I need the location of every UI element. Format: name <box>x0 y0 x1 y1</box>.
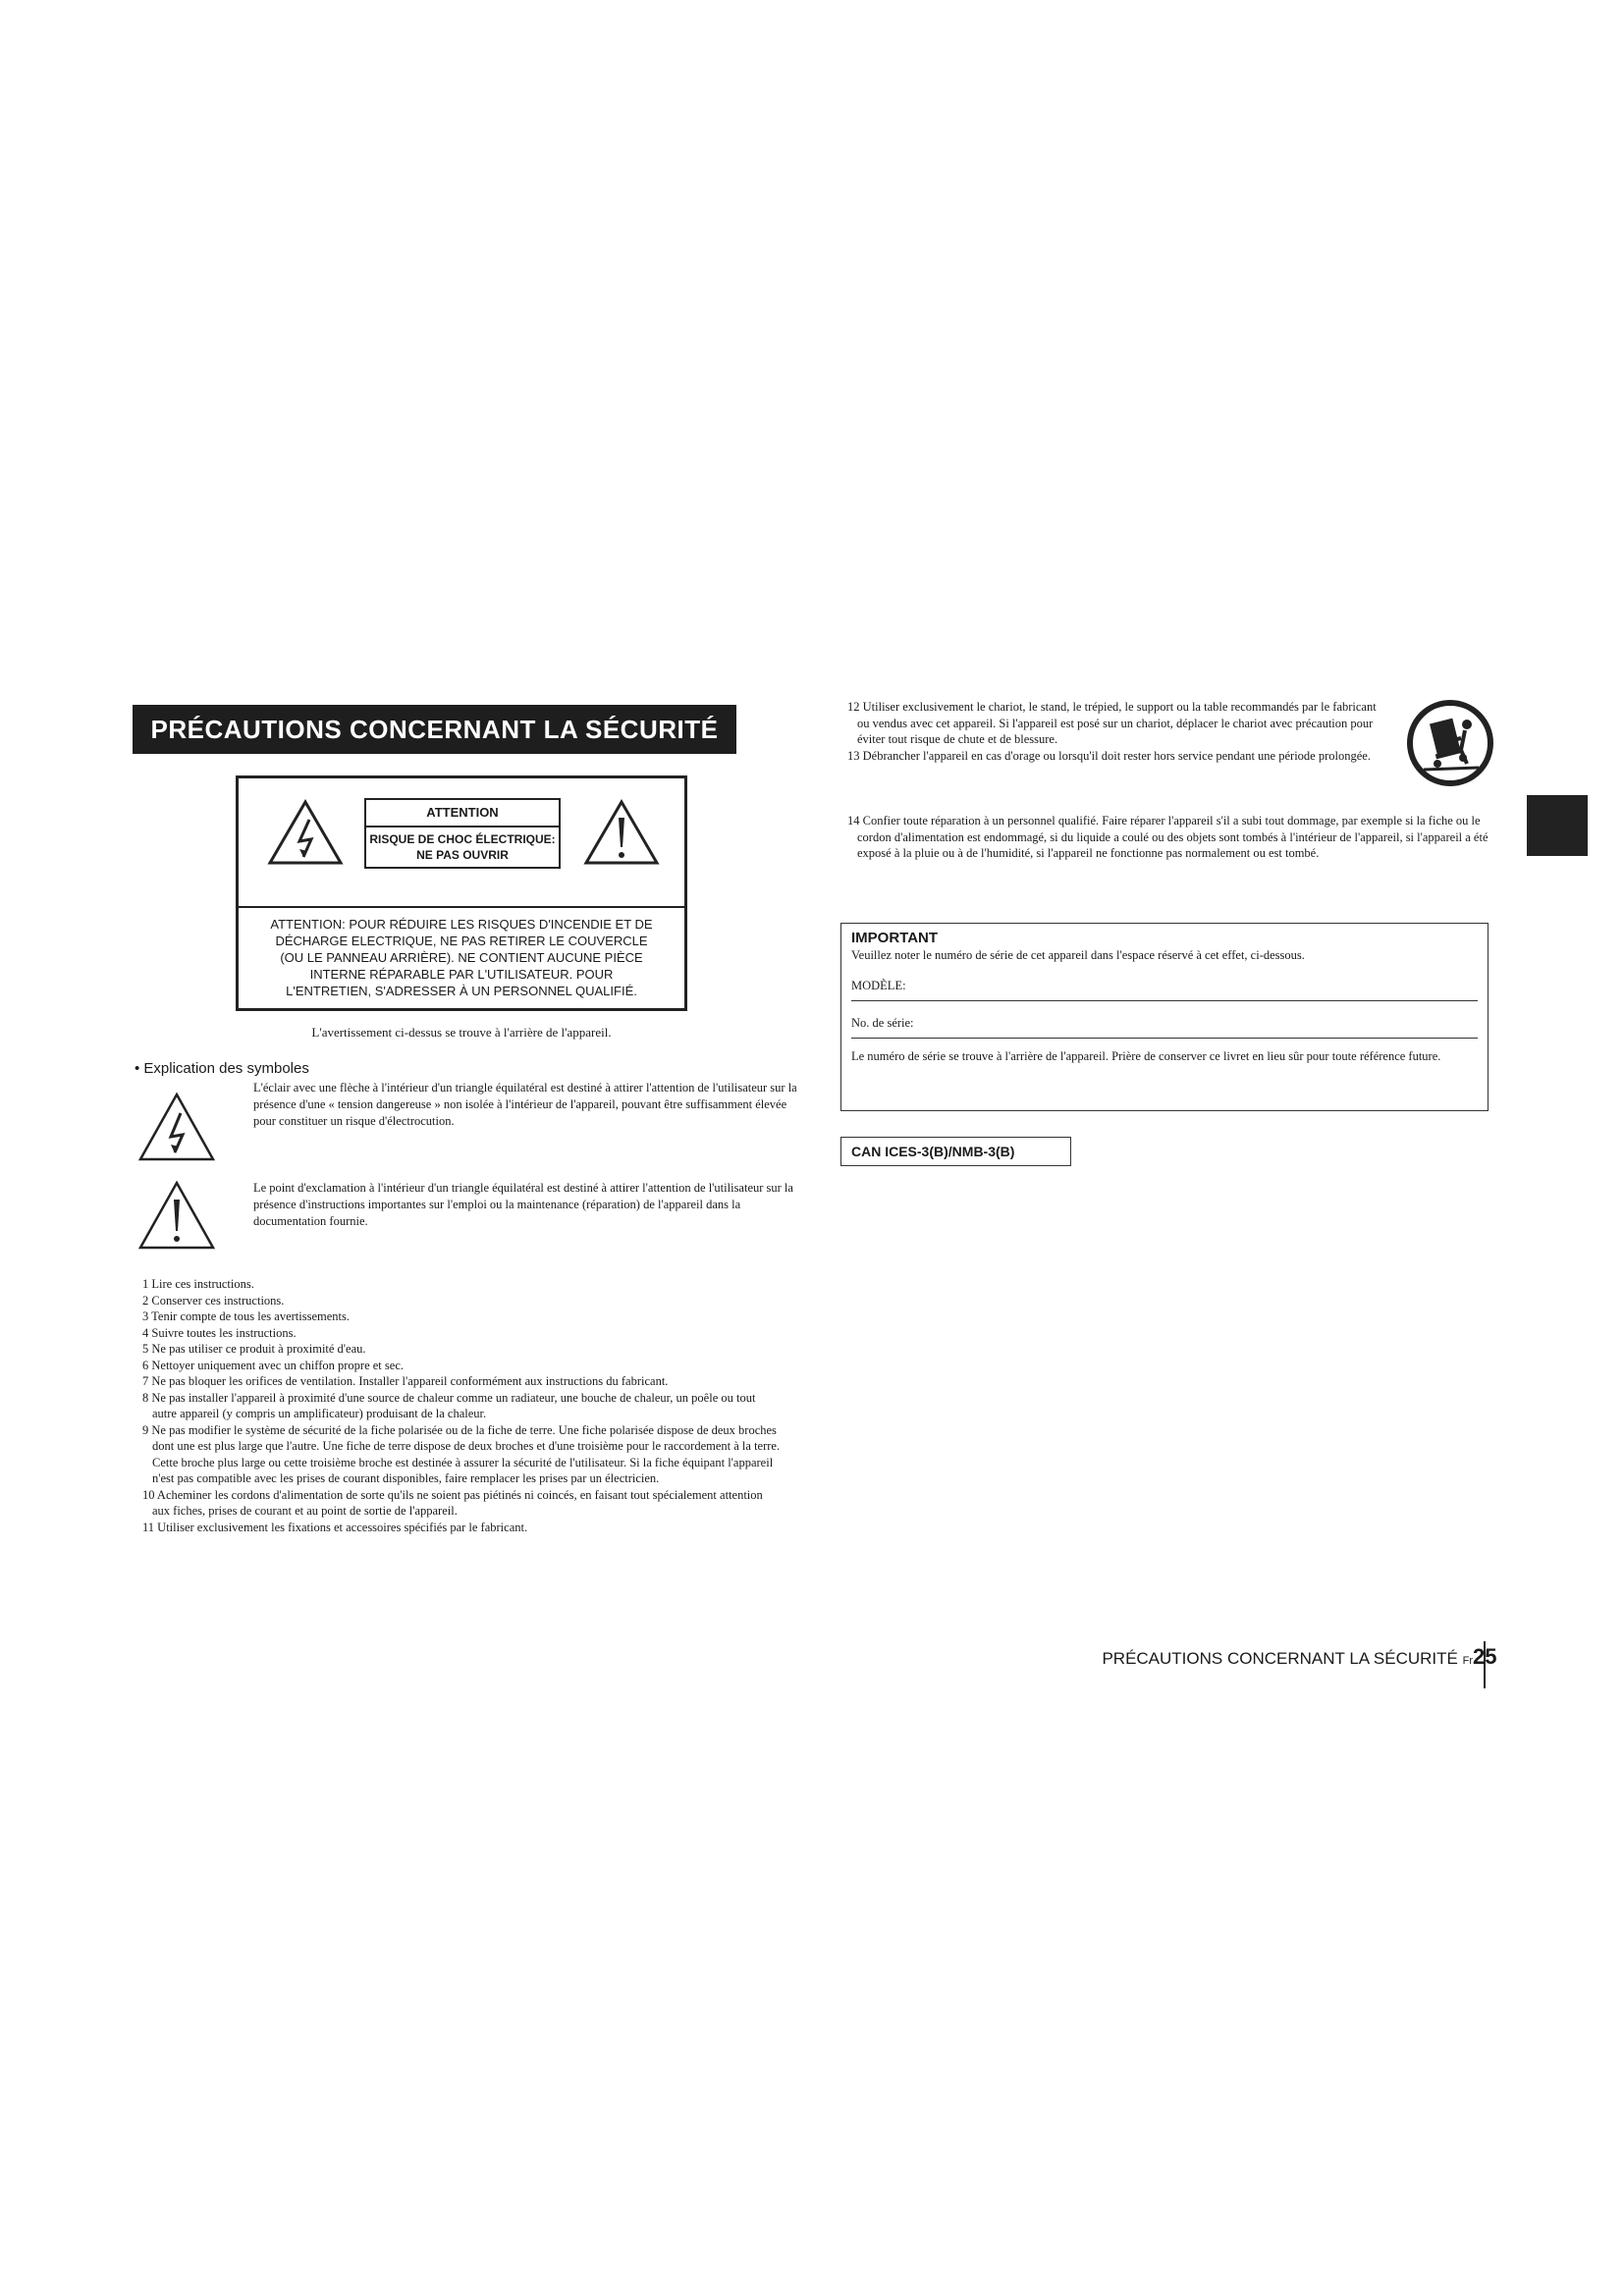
warning-label <box>236 775 687 1011</box>
warning-text <box>239 906 684 1008</box>
instructions-list-right-bottom <box>838 813 1505 862</box>
warning-line: (OU LE PANNEAU ARRIÈRE). NE CONTIENT AUCUNE PIÈCE <box>280 950 643 965</box>
page-title: PRÉCAUTIONS CONCERNANT LA SÉCURITÉ <box>133 705 736 754</box>
list-item: 3 Tenir compte de tous les avertissements. <box>142 1309 350 1323</box>
important-intro: Veuillez noter le numéro de série de cet appareil dans l'espace réservé à cet effet, ci-dessous. <box>851 948 1305 962</box>
warning-line: DÉCHARGE ELECTRIQUE, NE PAS RETIRER LE COUVERCLE <box>275 934 648 948</box>
list-item: 13 Débrancher l'appareil en cas d'orage ou lorsqu'il doit rester hors service pendant une période prolongée. <box>847 748 1371 763</box>
warning-line: ATTENTION: POUR RÉDUIRE LES RISQUES D'INCENDIE ET DE <box>270 917 653 932</box>
list-item: 5 Ne pas utiliser ce produit à proximité d'eau. <box>142 1342 366 1356</box>
lightning-symbol-icon <box>137 1092 216 1162</box>
attention-subtitle-line1: RISQUE DE CHOC ÉLECTRIQUE: <box>369 832 556 846</box>
section-tab-marker <box>1527 795 1588 856</box>
lightning-symbol-text: L'éclair avec une flèche à l'intérieur d'un triangle équilatéral est destiné à attirer l'attention de l'utilisateur sur la présence d'une « tension dangereuse » non isolée à l'intérieur de l'appareil, pouvant être suffisamment élevée pour constituer un risque d'électrocution. <box>253 1081 797 1128</box>
instructions-list-left <box>133 1276 781 1535</box>
list-item: 12 Utiliser exclusivement le chariot, le stand, le trépied, le support ou la table recommandés par le fabricant ou vendus avec cet appareil. Si l'appareil est posé sur un chariot, déplacer le chariot avec précaution pour éviter tout risque de chute et de blessure. <box>847 700 1377 746</box>
lightning-triangle-icon <box>266 798 345 867</box>
attention-subtitle-line2: NE PAS OUVRIR <box>416 848 509 862</box>
exclamation-triangle-icon <box>582 798 661 867</box>
important-title: IMPORTANT <box>851 930 939 946</box>
list-item: 14 Confier toute réparation à un personnel qualifié. Faire réparer l'appareil s'il a subi tout dommage, par exemple si la fiche ou le cordon d'alimentation est endommagé, si du liquide a coulé ou des objets sont tombés à l'intérieur de l'appareil, si l'appareil a été exposé à la pluie ou à de l'humidité, si l'appareil ne fonctionne pas normalement ou est tombé. <box>847 814 1489 860</box>
warning-line: L'ENTRETIEN, S'ADRESSER À UN PERSONNEL QUALIFIÉ. <box>286 984 637 998</box>
footer-lang: Fr <box>1462 1655 1473 1667</box>
list-item: 10 Acheminer les cordons d'alimentation de sorte qu'ils ne soient pas piétinés ni coincés, en faisant tout spécialement attention aux fiches, prises de courant et au point de sortie de l'appareil. <box>142 1487 763 1518</box>
attention-label <box>364 798 561 869</box>
instructions-list-right-top <box>838 699 1387 764</box>
footer-section-title: PRÉCAUTIONS CONCERNANT LA SÉCURITÉ <box>1102 1649 1458 1668</box>
serial-field: No. de série: <box>851 1015 1478 1039</box>
list-item: 6 Nettoyer uniquement avec un chiffon propre et sec. <box>142 1358 404 1372</box>
warning-line: INTERNE RÉPARABLE PAR L'UTILISATEUR. POUR <box>309 967 614 982</box>
list-item: 2 Conserver ces instructions. <box>142 1293 285 1308</box>
cart-tip-warning-icon <box>1406 699 1494 787</box>
important-box <box>840 923 1489 1111</box>
list-item: 11 Utiliser exclusivement les fixations et accessoires spécifiés par le fabricant. <box>142 1520 528 1534</box>
list-item: 1 Lire ces instructions. <box>142 1277 254 1291</box>
list-item: 7 Ne pas bloquer les orifices de ventilation. Installer l'appareil conformément aux instructions du fabricant. <box>142 1374 669 1388</box>
attention-title: ATTENTION <box>366 800 559 828</box>
exclamation-symbol-icon <box>137 1180 216 1251</box>
important-note: Le numéro de série se trouve à l'arrière de l'appareil. Prière de conserver ce livret en lieu sûr pour toute référence future. <box>851 1049 1441 1063</box>
list-item: 9 Ne pas modifier le système de sécurité de la fiche polarisée ou de la fiche de terre. Une fiche polarisée dispose de deux broches dont une est plus large que l'autre. Une fiche de terre dispose de deux broches et d'une troisième pour le raccordement à la terre. Cette broche plus large ou cette troisième broche est destinée à assurer la sécurité de l'utilisateur. Si la fiche équipant l'appareil n'est pas compatible avec les prises de courant disponibles, faire remplacer les prises par un électricien. <box>142 1422 781 1485</box>
notice-caption: L'avertissement ci-dessus se trouve à l'arrière de l'appareil. <box>311 1025 612 1040</box>
list-item: 4 Suivre toutes les instructions. <box>142 1325 297 1340</box>
list-item: 8 Ne pas installer l'appareil à proximité d'une source de chaleur comme un radiateur, une bouche de chaleur, un poêle ou tout autre appareil (y compris un amplificateur) produisant de la chaleur. <box>142 1390 756 1420</box>
model-field: MODÈLE: <box>851 978 1478 1001</box>
page-number: 25 <box>1473 1644 1497 1669</box>
compliance-badge: CAN ICES-3(B)/NMB-3(B) <box>840 1137 1071 1166</box>
footer-section <box>1041 1649 1473 1669</box>
exclamation-symbol-text: Le point d'exclamation à l'intérieur d'un triangle équilatéral est destiné à attirer l'attention de l'utilisateur sur la présence d'instructions importantes sur l'emploi ou la maintenance (réparation) de l'appareil dans la documentation fournie. <box>253 1181 793 1228</box>
symbols-heading: • Explication des symboles <box>135 1060 309 1077</box>
